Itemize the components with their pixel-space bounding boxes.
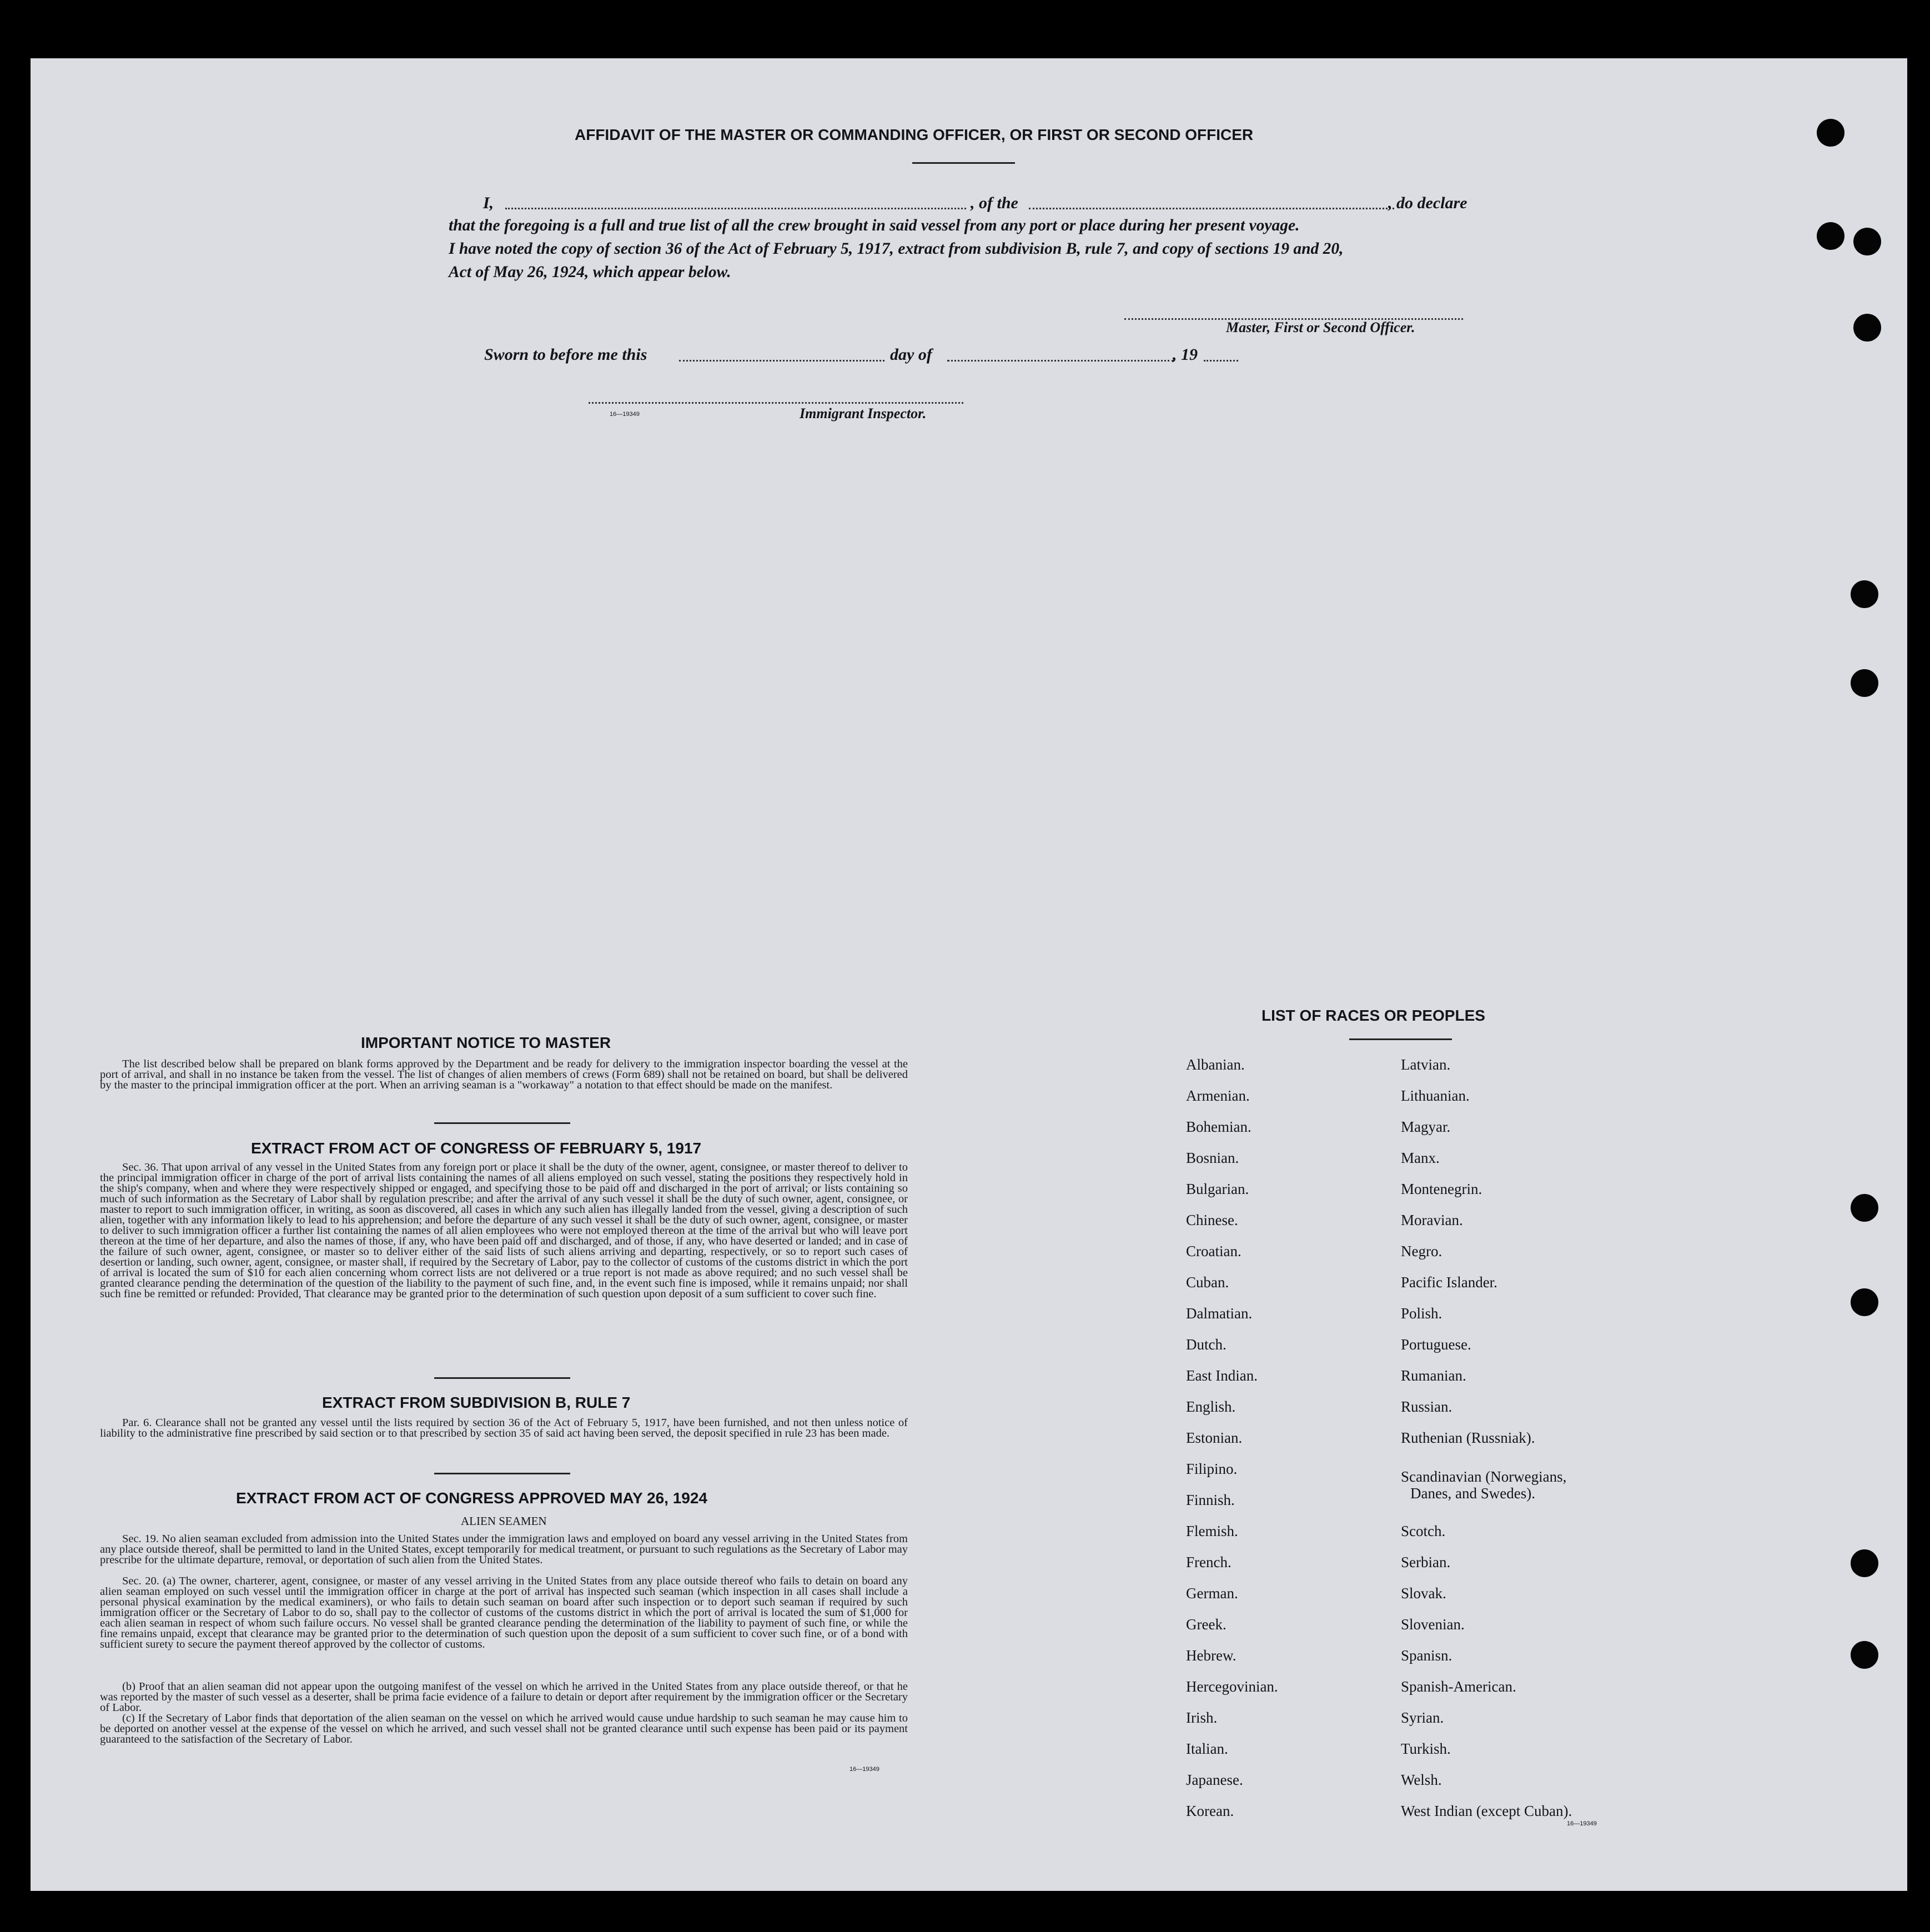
- race-item: Rumanian.: [1401, 1367, 1466, 1384]
- race-item: Hebrew.: [1186, 1647, 1237, 1664]
- rule7-title: EXTRACT FROM SUBDIVISION B, RULE 7: [322, 1394, 631, 1411]
- race-item: Spanisn.: [1401, 1647, 1452, 1664]
- race-item: Moravian.: [1401, 1212, 1463, 1228]
- extract-1917-divider: [434, 1377, 570, 1379]
- race-item: West Indian (except Cuban).: [1401, 1803, 1572, 1819]
- notice-divider: [434, 1122, 570, 1124]
- races-form-number: 16—19349: [1567, 1820, 1597, 1827]
- race-item: Scandinavian (Norwegians,: [1401, 1468, 1567, 1485]
- extract-form-number: 16—19349: [850, 1766, 879, 1773]
- race-item: Dutch.: [1186, 1336, 1227, 1353]
- punch-hole-8: [1851, 1288, 1878, 1316]
- race-item: Portuguese.: [1401, 1336, 1471, 1353]
- race-item: Polish.: [1401, 1305, 1443, 1322]
- affidavit-line-4: Act of May 26, 1924, which appear below.: [449, 263, 731, 281]
- race-item: Flemish.: [1186, 1523, 1238, 1539]
- vessel-name-field[interactable]: [1029, 198, 1394, 209]
- inspector-label: Immigrant Inspector.: [800, 405, 927, 421]
- sworn-year-field[interactable]: [1204, 350, 1238, 362]
- race-item: French.: [1186, 1554, 1232, 1570]
- sworn-month-field[interactable]: [947, 350, 1174, 362]
- alien-seamen-subtitle: ALIEN SEAMEN: [461, 1514, 547, 1528]
- extract-1924-sec20a: Sec. 20. (a) The owner, charterer, agent, consignee, or master of any vessel arriving in the United States from any place outside thereof who fails to detain on board any alien seaman employed on such vessel until the immigration officer in charge at the port of arrival has inspected such seaman (which inspection in all cases shall include a personal physical examination by the medical examiners), or who fails to detain such seaman on board after such inspection or to deport such seaman if required by such immigration officer or the Secretary of Labor to do so, shall pay to the collector of customs of the customs district in which the port of arrival is located the sum of $1,000 for each alien seaman in respect of whom such failure occurs. No vessel shall be granted clearance pending the determination of the liability to payment of such fine, or while the fine remains unpaid, except that clearance may be granted prior to the determination of such question upon the deposit of a sum sufficient to cover such fine, or of a bond with sufficient surety to secure the payment thereof approved by the collector of customs.: [100, 1575, 908, 1650]
- declarant-name-field[interactable]: [505, 198, 966, 209]
- race-item: Danes, and Swedes).: [1410, 1485, 1535, 1502]
- declare-label: , do declare: [1388, 194, 1467, 212]
- race-item: Cuban.: [1186, 1274, 1229, 1291]
- punch-hole-6: [1851, 669, 1878, 697]
- race-item: Bulgarian.: [1186, 1181, 1249, 1197]
- race-item: East Indian.: [1186, 1367, 1258, 1384]
- races-title: LIST OF RACES OR PEOPLES: [1261, 1007, 1485, 1024]
- punch-hole-1: [1817, 119, 1844, 147]
- race-item: Chinese.: [1186, 1212, 1238, 1228]
- race-item: Syrian.: [1401, 1709, 1444, 1726]
- extract-1924-sec19: Sec. 19. No alien seaman excluded from admission into the United States under the immigration laws and employed on board any vessel arriving in the United States from any place outside thereof, shall be permitted to land in the United States, except temporarily for medical treatment, or pursuant to such regulations as the Secretary of Labor may prescribe for the ultimate departure, removal, or deportation of such alien from the United States.: [100, 1533, 908, 1566]
- race-item: Filipino.: [1186, 1461, 1238, 1477]
- race-item: Latvian.: [1401, 1056, 1451, 1073]
- race-item: Slovak.: [1401, 1585, 1446, 1602]
- title-divider: [912, 162, 1015, 164]
- of-the-label: , of the: [971, 194, 1018, 212]
- extract-1917-title: EXTRACT FROM ACT OF CONGRESS OF FEBRUARY 5, 1917: [251, 1140, 702, 1157]
- sworn-day-field[interactable]: [679, 350, 884, 362]
- punch-hole-5: [1851, 580, 1878, 608]
- punch-hole-3: [1853, 228, 1881, 255]
- notice-body: The list described below shall be prepared on blank forms approved by the Department and be ready for delivery to the immigration inspector boarding the vessel at the port of arrival, and shall in no instance be taken from the vessel. The list of changes of alien members of crews (Form 689) shall not be retained on board, but shall be delivered by the master to the principal immigration officer at the port. When an arriving seaman is a "workaway" a notation to that effect should be made on the manifest.: [100, 1058, 908, 1091]
- affidavit-line-2: that the foregoing is a full and true list of all the crew brought in said vessel from any port or place during her present voyage.: [449, 217, 1300, 234]
- race-item: Spanish-American.: [1401, 1678, 1516, 1695]
- race-item: Ruthenian (Russniak).: [1401, 1429, 1535, 1446]
- inspector-signature-line[interactable]: [589, 392, 963, 404]
- rule7-body: Par. 6. Clearance shall not be granted any vessel until the lists required by section 36 of the Act of February 5, 1917, have been furnished, and not then unless notice of liability to the administrative fine prescribed by said section or to that prescribed by section 35 of said act having been served, the deposit specified in rule 23 has been made.: [100, 1417, 908, 1439]
- race-item: Negro.: [1401, 1243, 1443, 1259]
- race-item: Russian.: [1401, 1398, 1452, 1415]
- extract-1917-body: Sec. 36. That upon arrival of any vessel in the United States from any foreign port or place it shall be the duty of the owner, agent, consignee, or master thereof to deliver to the principal immigration officer in charge of the port of arrival lists containing the names of all aliens employed on such vessel, stating the positions they respectively hold in the ship's company, when and where they were respectively shipped or engaged, and specifying those to be paid off and discharged in the port of arrival; or lists containing so much of such information as the Secretary of Labor shall by regulation prescribe; and after the arrival of any such vessel it shall be the duty of such owner, agent, consignee, or master to report to such immigration officer, in writing, as soon as discovered, all cases in which any such alien has illegally landed from the vessel, giving a description of such alien, together with any information likely to lead to his apprehension; and before the departure of any such vessel it shall be the duty of such owner, agent, consignee, or master to deliver to such immigration officer a further list containing the names of all alien employees who were not employed thereon at the time of the arrival but who will leave port thereon at the time of her departure, and also the names of those, if any, who have been paid off and discharged, and of those, if any, who have deserted or landed; and in case of the failure of such owner, agent, consignee, or master so to deliver either of the said lists of such aliens arriving and departing, respectively, or so to report such cases of desertion or landing, such owner, agent, consignee, or master shall, if required by the Secretary of Labor, pay to the collector of customs of the customs district in which the port of arrival is located the sum of $10 for each alien concerning whom correct lists are not delivered or a true report is not made as above required; and no such vessel shall be granted clearance pending the determination of the question of the liability to the payment of such fine, and, in the event such fine is imposed, while it remains unpaid; nor shall such fine be remitted or refunded: Provided, That clearance may be granted prior to the determination of such question upon deposit of a sum sufficient to cover such fine.: [100, 1161, 908, 1300]
- master-signature-line[interactable]: [1124, 308, 1463, 320]
- race-item: Japanese.: [1186, 1772, 1243, 1788]
- race-item: Montenegrin.: [1401, 1181, 1482, 1197]
- day-of-label: day of: [890, 345, 932, 364]
- race-item: Irish.: [1186, 1709, 1218, 1726]
- race-item: Korean.: [1186, 1803, 1234, 1819]
- races-divider: [1349, 1038, 1452, 1040]
- race-item: Slovenian.: [1401, 1616, 1465, 1633]
- race-item: Greek.: [1186, 1616, 1227, 1633]
- affidavit-title: AFFIDAVIT OF THE MASTER OR COMMANDING OFFICER, OR FIRST OR SECOND OFFICER: [575, 126, 1254, 143]
- race-item: Manx.: [1401, 1150, 1440, 1166]
- affidavit-line-3: I have noted the copy of section 36 of the Act of February 5, 1917, extract from subdivision B, rule 7, and copy of sections 19 and 20,: [449, 240, 1344, 258]
- race-item: Scotch.: [1401, 1523, 1446, 1539]
- punch-hole-9: [1851, 1549, 1878, 1577]
- race-item: Lithuanian.: [1401, 1087, 1470, 1104]
- race-item: German.: [1186, 1585, 1238, 1602]
- race-item: Bosnian.: [1186, 1150, 1239, 1166]
- race-item: Armenian.: [1186, 1087, 1250, 1104]
- punch-hole-7: [1851, 1194, 1878, 1222]
- affidavit-form-number: 16—19349: [610, 411, 640, 418]
- punch-hole-2: [1817, 222, 1844, 250]
- race-item: Croatian.: [1186, 1243, 1242, 1259]
- master-signature-label: Master, First or Second Officer.: [1226, 319, 1415, 335]
- race-item: Magyar.: [1401, 1118, 1451, 1135]
- declarant-label: I,: [483, 194, 494, 212]
- sworn-label: Sworn to before me this: [484, 345, 647, 364]
- race-item: Italian.: [1186, 1740, 1228, 1757]
- race-item: Serbian.: [1401, 1554, 1451, 1570]
- extract-1924-sec20b: (b) Proof that an alien seaman did not appear upon the outgoing manifest of the vessel on which he arrived in the United States from any place outside thereof, or that he was reported by the master of such vessel as a deserter, shall be prima facie evidence of a failure to detain or deport after requirement by the immigration officer or the Secretary of Labor.: [100, 1680, 908, 1714]
- extract-1924-title: EXTRACT FROM ACT OF CONGRESS APPROVED MAY 26, 1924: [236, 1489, 707, 1507]
- race-item: Welsh.: [1401, 1772, 1442, 1788]
- notice-title: IMPORTANT NOTICE TO MASTER: [361, 1034, 611, 1051]
- race-item: Dalmatian.: [1186, 1305, 1253, 1322]
- race-item: Estonian.: [1186, 1429, 1243, 1446]
- year-label: , 19: [1173, 345, 1198, 364]
- punch-hole-4: [1853, 314, 1881, 342]
- race-item: Hercegovinian.: [1186, 1678, 1278, 1695]
- punch-hole-10: [1851, 1641, 1878, 1669]
- race-item: Pacific Islander.: [1401, 1274, 1497, 1291]
- race-item: English.: [1186, 1398, 1236, 1415]
- race-item: Finnish.: [1186, 1492, 1235, 1508]
- rule7-divider: [434, 1473, 570, 1474]
- race-item: Turkish.: [1401, 1740, 1451, 1757]
- extract-1924-sec20c: (c) If the Secretary of Labor finds that deportation of the alien seaman on the vessel on which he arrived would cause undue hardship to such seaman he may cause him to be deported on another vessel at the expense of the vessel on which he arrived, and such vessel shall not be granted clearance until such expense has been paid or its payment guaranteed to the satisfaction of the Secretary of Labor.: [100, 1712, 908, 1745]
- race-item: Bohemian.: [1186, 1118, 1252, 1135]
- race-item: Albanian.: [1186, 1056, 1245, 1073]
